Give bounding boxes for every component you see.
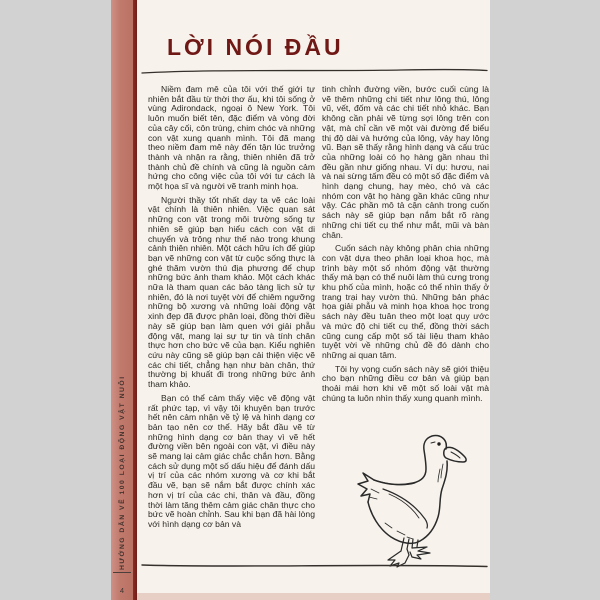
page-number: 4 — [119, 586, 125, 595]
footer-rule-line — [141, 562, 488, 570]
paragraph: tinh chỉnh đường viền, bước cuối cùng là vẽ thêm những chi tiết như lông thú, lông vũ, vết, đốm và các chi tiết nhỏ khác. Bạn không cần phải vẽ từng sợi lông trên con vật, mà chỉ cần vẽ một vài đường để biểu thị độ dài và hướng của lông, vảy hay lông vũ. Bạn sẽ thấy rằng hình dạng và cấu trúc của những loài có họ hàng gần nhau thì đều gần như giống nhau. Ví dụ: hươu, nai và nai sừng tấm đều có một số đặc điểm và hình dạng chung, hay mèo, chó và các nhóm con vật họ hàng gần khác cũng như vậy. Các phần mô tả cận cảnh trong cuốn sách này sẽ giúp bạn nắm bắt rõ ràng những chi tiết cụ thể như mắt, mũi và bàn chân. — [322, 84, 489, 240]
column-left — [148, 85, 315, 534]
book-spine — [111, 0, 133, 600]
paragraph: Tôi hy vọng cuốn sách này sẽ giới thiệu cho bạn những điều cơ bản và giúp bạn thoải mái hơn khi vẽ một số loài vật mà chúng ta luôn nhìn thấy xung quanh mình. — [322, 363, 489, 403]
duck-illustration — [355, 431, 482, 568]
book-page — [111, 0, 490, 600]
spine-title: HƯỚNG DẪN VẼ 100 LOẠI ĐỘNG VẬT NUÔI — [119, 375, 126, 570]
page-bottom-shadow — [137, 593, 490, 600]
page-title: LỜI NÓI ĐẦU — [167, 34, 344, 60]
paragraph: Người thầy tốt nhất dạy ta vẽ các loài vật chính là thiên nhiên. Việc quan sát những con vật trong môi trường sống tự nhiên sẽ giúp bạn hiểu cách con vật di chuyển và trông như thế nào trong khung cảnh thiên nhiên. Một cách hữu ích để giúp bạn vẽ những con vật từ cuộc sống thực là ghé thăm vườn thú địa phương để chụp những bức ảnh tham khảo. Một cách khác nữa là tham quan các bảo tàng lịch sử tự nhiên, đó là nơi tuyệt vời để chiêm ngưỡng những bộ xương và những loài động vật xinh đẹp đã được phân loại, đồng thời điều này sẽ giúp bạn làm quen với giải phẫu động vật, mang lại sự tự tin và tính chân thực hơn cho bức vẽ của bạn. Kiểu nghiên cứu này cũng sẽ giúp bạn cải thiện việc vẽ các chi tiết, chẳng hạn như bàn chân, thứ thường bị khuất đi trong những bức ảnh tham khảo. — [148, 194, 315, 390]
paragraph: Niềm đam mê của tôi với thế giới tự nhiên bắt đầu từ thời thơ ấu, khi tôi sống ở vùng Adirondack, ngoại ô New York. Tôi luôn muốn biết tên, đặc điểm và vòng đời của cây cối, côn trùng, chim chóc và những con vật xung quanh mình. Tôi đã mang theo niềm đam mê này đến tận lúc trưởng thành và nhận ra rằng, thiên nhiên đã trở thành chủ đề chính và cũng là nguồn cảm hứng cho công việc của tôi với tư cách là một họa sĩ và người vẽ tranh minh họa. — [148, 84, 315, 192]
spine-divider-line — [113, 572, 131, 573]
page-content — [137, 0, 490, 600]
paragraph: Bạn có thể cảm thấy việc vẽ động vật rất phức tạp, vì vậy tôi khuyên bạn trước hết nên cảm nhận về tỷ lệ và hình dạng cơ bản tạo nên cơ thể. Hãy bắt đầu vẽ từ những hình dạng cơ bản thay vì vẽ hết đường viền bên ngoài con vật, vì điều này sẽ mang lại cảm giác chắc chắn hơn. Bằng cách sử dụng một số dấu hiệu để đánh dấu vị trí của các nhóm xương và cơ khi bắt đầu vẽ, bạn sẽ nắm bắt được chính xác hơn vị trí của các chi, thân và đầu, đồng thời làm tăng thêm cảm giác chân thực cho bức vẽ hoàn chỉnh. Sau khi bạn đã hài lòng với hình dạng cơ bản và — [148, 392, 315, 529]
paragraph: Cuốn sách này không phân chia những con vật dựa theo phân loại khoa học, mà trình bày một số nhóm động vật thường thấy mà bạn có thể nuôi làm thú cưng trong khu phố của mình, hoặc có thể nhìn thấy ở trang trại hay vườn thú. Những bản phác họa giải phẫu và minh họa khoa học trong sách này đều tuân theo một loạt quy ước và mức độ chi tiết cụ thể, đồng thời sách cũng cung cấp một số tài liệu tham khảo tuyệt vời về những chủ đề đó dành cho những ai quan tâm. — [322, 243, 489, 360]
title-rule-line — [141, 66, 488, 76]
